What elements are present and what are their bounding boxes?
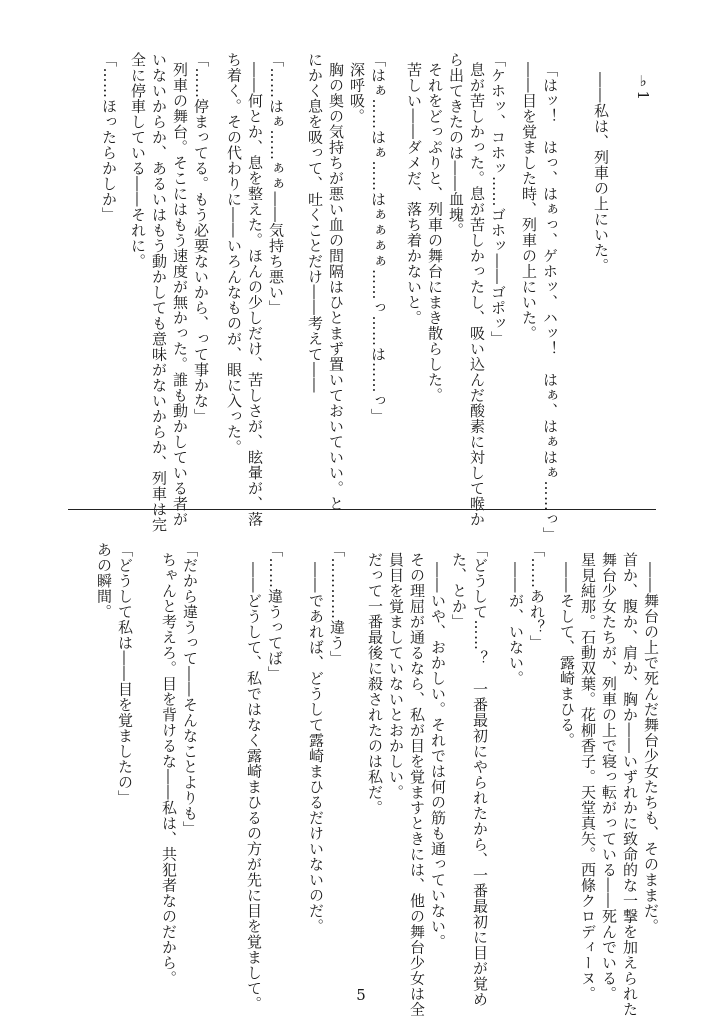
page-number: 5 — [356, 986, 366, 1004]
text-column: にかく息を吸って、吐くことだけ――考えて―― — [306, 52, 324, 393]
text-column: ♭1 — [634, 72, 652, 101]
text-column: 「……あれ？」 — [528, 542, 546, 651]
text-column: ――が、いない。 — [507, 562, 525, 686]
text-column: 員目を覚ましていないとおかしい。 — [387, 552, 405, 800]
text-column: 「どうして……？ 一番最初にやられたから、一番最初に目が覚め — [471, 542, 489, 1007]
section-divider — [68, 509, 656, 510]
text-column: 息が苦しかった。息が苦しかったし、吸い込んだ酸素に対して喉か — [468, 62, 486, 527]
text-column: それをどっぷりと、列車の舞台にまき散らした。 — [426, 62, 444, 403]
text-column: ら出てきたのは――血塊。 — [447, 52, 465, 238]
text-column: 舞台少女たちが、列車の上で寝っ転がっている――死んでいる。 — [600, 552, 618, 1002]
text-column: いないからか、あるいはもう動かしても意味がないからか、列車は完 — [150, 52, 168, 533]
text-column: 苦しい――ダメだ、落ち着かないと。 — [405, 62, 423, 326]
text-column: 「……違うってば」 — [266, 542, 284, 682]
text-column: 首か、腹か、肩か、胸か――いずれかに致命的な一撃を加えられた — [621, 552, 639, 1017]
text-column: ――舞台の上で死んだ舞台少女たちも、そのままだ。 — [642, 562, 660, 934]
text-column: だって一番最後に殺されたのは私だ。 — [366, 552, 384, 816]
text-column: 「……停まってる。もう必要ないから、って事かな」 — [192, 52, 210, 424]
text-column: その理屈が通るなら、私が目を覚ますときには、他の舞台少女は全 — [408, 552, 426, 1017]
text-column: ――どうして、私ではなく露崎まひるの方が先に目を覚まして。 — [245, 562, 263, 1012]
text-column: 「……ほったらかしか」 — [100, 52, 118, 223]
text-column: ――私は、列車の上にいた。 — [592, 72, 610, 274]
text-column: ち着く。その代わりに――いろんなものが、眼に入った。 — [225, 52, 243, 455]
text-column: 「…………違う」 — [328, 542, 346, 666]
text-column: 「ケホッ、コホッ……ゴホッ――ゴポッ」 — [489, 52, 507, 347]
text-column: 列車の舞台。そこにはもう速度が無かった。誰も動かしている者が — [171, 62, 189, 527]
text-column: 「だから違うって――そんなことよりも」 — [181, 542, 199, 837]
text-column: 星見純那。石動双葉。花柳香子。天堂真矢。西條クロディーヌ。 — [579, 552, 597, 1002]
text-column: ――何とか、息を整えた。ほんの少しだけ、苦しさが、眩暈が、落 — [246, 62, 264, 527]
text-column: 「はッ！ はっ、はぁっ、ゲホッ、ハッ！ はぁ、はぁはぁ……っ」 — [541, 62, 559, 543]
text-column: 全に停車している――それに。 — [129, 52, 147, 269]
text-column: 「……はぁ……ぁぁ――気持ち悪い」 — [267, 52, 285, 316]
text-column: ――であれば、どうして露崎まひるだけいないのだ。 — [307, 562, 325, 934]
text-column: 深呼吸。 — [348, 62, 366, 124]
text-column: 「はぁ……はぁ……はぁぁぁぁ……っ……は……っ」 — [369, 52, 387, 424]
text-column: 「どうして私は――目を覚ましたの」 — [116, 542, 134, 806]
text-column: あの瞬間。 — [95, 542, 113, 620]
text-column: ――目を覚ました時、列車の上にいた。 — [520, 62, 538, 341]
text-column: た、とか」 — [450, 552, 468, 630]
text-column: ――そして、露崎まひる。 — [558, 562, 576, 748]
text-column: ちゃんと考えろ。目を背けるな――私は、共犯者なのだから。 — [160, 552, 178, 986]
text-column: ――いや、おかしい。それでは何の筋も通っていない。 — [429, 562, 447, 950]
text-column: 胸の奥の気持ちが悪い血の間隔はひとまず置いておいていい。と — [327, 62, 345, 512]
